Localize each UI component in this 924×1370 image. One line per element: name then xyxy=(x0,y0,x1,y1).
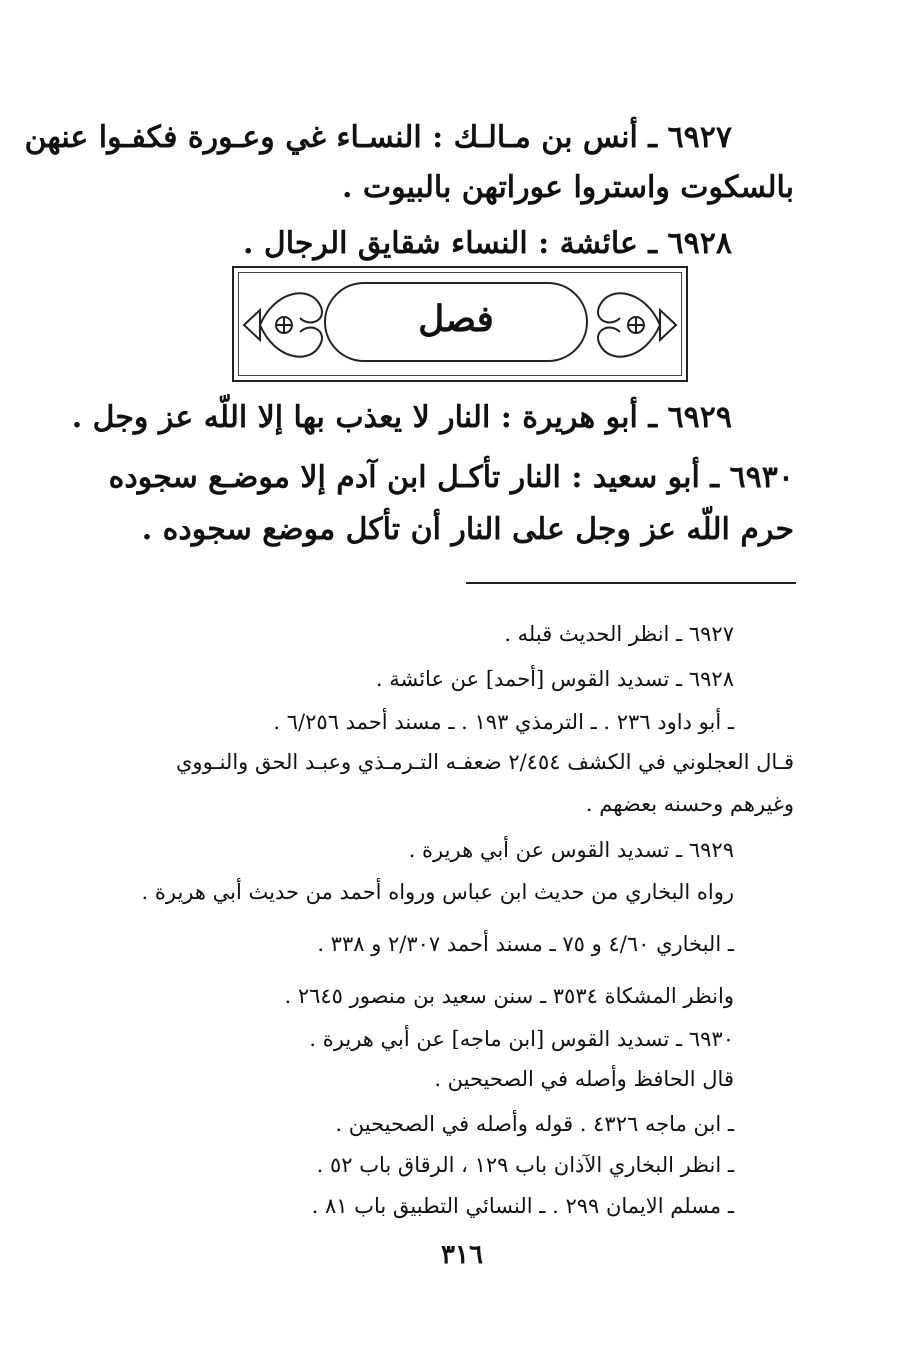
section-frame xyxy=(232,266,688,382)
left-ornament-icon xyxy=(240,280,332,370)
entry-6930-line-2: حرم اللّه عز وجل على النار أن تأكل موضع سجوده . xyxy=(141,512,794,547)
note-6930-bukhari: ـ انظر البخاري الآذان باب ١٢٩ ، الرقاق باب ٥٢ . xyxy=(316,1153,734,1177)
section-heading: فصل xyxy=(418,298,494,340)
note-6930-muslim: ـ مسلم الايمان ٢٩٩ . ـ النسائي التطبيق باب ٨١ . xyxy=(311,1194,734,1218)
note-6928-comment-2: وغيرهم وحسنه بعضهم . xyxy=(585,792,794,816)
entry-6927-line-2: بالسكوت واستروا عوراتهن بالبيوت . xyxy=(341,170,794,205)
footnote-separator xyxy=(466,582,796,584)
entry-6930-line-1: ٦٩٣٠ ـ أبو سعيد : النار تأكـل ابن آدم إلا موضـع سجوده xyxy=(108,460,794,495)
right-ornament-icon xyxy=(588,280,680,370)
note-6930-hafiz: قال الحافظ وأصله في الصحيحين . xyxy=(434,1067,734,1091)
heading-cartouche xyxy=(324,282,588,362)
note-6929-see-also: وانظر المشكاة ٣٥٣٤ ـ سنن سعيد بن منصور ٢٦٤٥ . xyxy=(284,984,734,1008)
note-6927: ٦٩٢٧ ـ انظر الحديث قبله . xyxy=(504,622,734,646)
page-number: ٣١٦ xyxy=(441,1240,483,1270)
note-6930-ibn-majah: ـ ابن ماجه ٤٣٢٦ . قوله وأصله في الصحيحين . xyxy=(335,1112,734,1136)
note-6928-refs: ـ أبو داود ٢٣٦ . ـ الترمذي ١٩٣ . ـ مسند أحمد ٦/٢٥٦ . xyxy=(273,710,734,734)
note-6929-source: رواه البخاري من حديث ابن عباس ورواه أحمد من حديث أبي هريرة . xyxy=(141,880,734,904)
note-6930: ٦٩٣٠ ـ تسديد القوس [ابن ماجه] عن أبي هريرة . xyxy=(309,1027,734,1051)
note-6928-comment-1: قـال العجلوني في الكشف ٢/٤٥٤ ضعفـه التـرمـذي وعبـد الحق والنـووي xyxy=(176,750,794,774)
note-6929: ٦٩٢٩ ـ تسديد القوس عن أبي هريرة . xyxy=(408,838,734,862)
note-6929-refs: ـ البخاري ٤/٦٠ و ٧٥ ـ مسند أحمد ٢/٣٠٧ و ٣٣٨ . xyxy=(317,932,734,956)
entry-6929: ٦٩٢٩ ـ أبو هريرة : النار لا يعذب بها إلا اللّه عز وجل . xyxy=(71,400,732,435)
entry-6928: ٦٩٢٨ ـ عائشة : النساء شقايق الرجال . xyxy=(243,226,732,261)
entry-6927-line-1: ٦٩٢٧ ـ أنس بن مـالـك : النسـاء غي وعـورة فكفـوا عنهن xyxy=(24,120,732,155)
note-6928: ٦٩٢٨ ـ تسديد القوس [أحمد] عن عائشة . xyxy=(375,667,734,691)
